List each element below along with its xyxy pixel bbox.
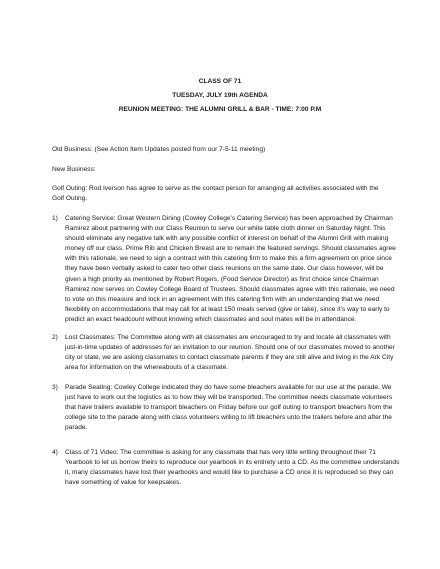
item-number: 1) bbox=[52, 215, 58, 222]
golf-outing-paragraph: Golf Outing: Rod Iverson has agree to serve as the contact person for arranging all activities associated with the Golf Outing. bbox=[52, 185, 379, 203]
item-number: 2) bbox=[52, 334, 58, 341]
item-number: 3) bbox=[52, 384, 58, 391]
item-number: 4) bbox=[52, 449, 58, 456]
agenda-item-lost-classmates bbox=[52, 333, 400, 373]
agenda-date-heading: TUESDAY, JULY 19th AGENDA bbox=[172, 92, 268, 99]
agenda-item-parade-seating bbox=[52, 383, 400, 433]
class-title: CLASS OF 71 bbox=[198, 78, 242, 85]
agenda-item-class-video bbox=[52, 448, 400, 488]
item-text: Parade Seating: Cowley College indicated they do have some bleachers available for our use at the parade. We just have to work out the logistics as to how they will be transported. The committee needs classmate volunteers that have trailers available to transport bleachers on Friday before our golf outing to transport bleachers from the college site to the parade along with class volunteers willing to lift bleachers unto the trailers before and after the parade. bbox=[65, 384, 393, 432]
item-text: Catering Service: Great Western Dining (Cowley College’s Catering Service) has been approached by Chairman Ramirez about partnering with our Class Reunion to serve our white table cloth dinner on Saturday Night. This should eliminate any negative talk with any possible conflict of interest on behalf of the Alumni Grill with making money off our class. Prime Rib and Chicken Breast are to remain the featured servings. Should classmates agree with this rationale, we need to sign a contract with this catering firm to make this a firm agreement on price since they have been verbally asked to cater two other class reunions on the same date. Our class however, will be given a high priority as mentioned by Robert Rogers, (Food Service Director) as first choice since Chairman Ramirez now serves on Cowley College Board of Trustees. Should classmates agree with this rationale, we need to vote on this measure and lock in an agreement with this catering firm with an understanding that we need flexibility on accommodations that may call for at least 150 meals served (give or take), since it’s way to early to predict an exact headcount without knowing which classmates and soul mates will be in attendance. bbox=[65, 215, 396, 323]
item-text: Lost Classmates: The Committee along with all classmates are encouraged to try and locate all classmates with just-in-time updates of addresses for an invitation to our reunion. Should one of our classmates moved to another city or state, we are asking classmates to contact classmate parents if they are still alive and living in the Ark City area for information on the whereabouts of a classmate. bbox=[65, 334, 395, 372]
item-text: Class of 71 Video: The committee is asking for any classmate that has very little writing throughout their 71 Yearbook to let us borrow theirs to reproduce our yearbook in its entirety unto a CD. As the committee understands it, many classmates have lost their yearbooks and would like to purchase a CD once it is reproduced so they can have something of value for keepsakes. bbox=[65, 449, 400, 487]
agenda-item-catering bbox=[52, 214, 400, 325]
new-business-label: New Business: bbox=[52, 166, 96, 173]
meeting-location-heading: REUNION MEETING: THE ALUMNI GRILL & BAR - TIME: 7:00 P.M bbox=[118, 106, 322, 113]
old-business-paragraph: Old Business: (See Action Item Updates posted from our 7-5-11 meeting) bbox=[52, 146, 266, 153]
